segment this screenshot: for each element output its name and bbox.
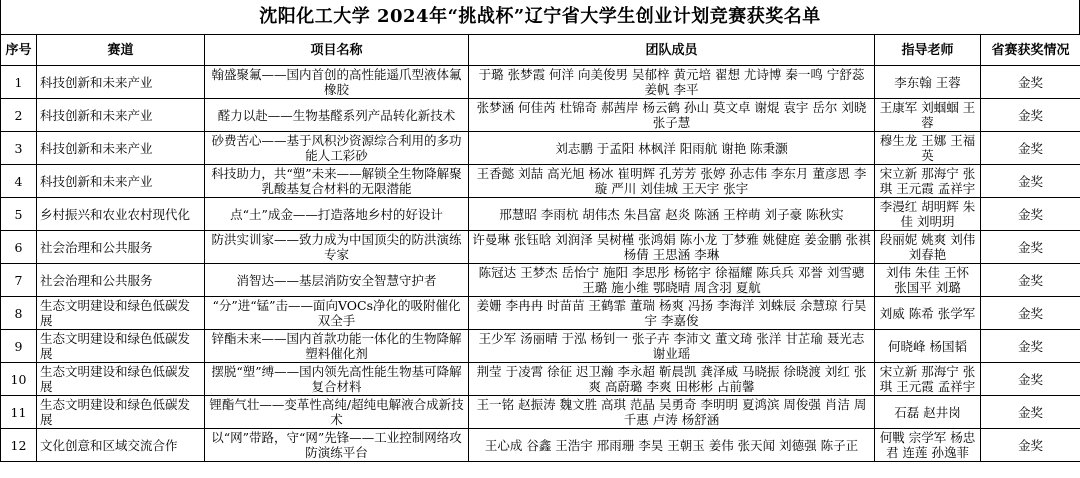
award-cell-text: 金奖 (1017, 404, 1043, 420)
track-cell (37, 264, 205, 297)
track-cell-text: 科技创新和未来产业 (40, 74, 153, 90)
award-cell (981, 165, 1080, 198)
project-name-cell (205, 165, 469, 198)
track-cell (37, 429, 205, 462)
header-no: 序号 (1, 35, 37, 66)
team-members-cell-text: 王一铭 赵振涛 魏文胜 高琪 范晶 吴勇奇 李明明 夏鸿滨 周俊强 肖洁 周千惠 卢涛 杨舒涵 (476, 397, 867, 427)
row-number-text: 12 (10, 437, 27, 453)
team-members-cell (469, 198, 875, 231)
team-members-cell (469, 429, 875, 462)
table-row (1, 66, 1080, 99)
track-cell (37, 132, 205, 165)
advisor-cell (875, 363, 981, 396)
team-members-cell-text: 许曼琳 张钰晗 刘润泽 吴树槿 张鸿娟 陈小龙 丁梦雅 姚健庭 姜金鹏 张祺 杨倩 王思涵 李琳 (472, 232, 871, 262)
advisor-cell (875, 165, 981, 198)
advisor-cell (875, 297, 981, 330)
advisor-cell (875, 198, 981, 231)
header-advisor: 指导老师 (875, 35, 981, 66)
award-cell-text: 金奖 (1017, 206, 1043, 222)
advisor-cell-text: 何戰 宗学军 杨忠君 连莲 孙逸菲 (879, 430, 976, 460)
row-number (1, 99, 37, 132)
advisor-cell (875, 99, 981, 132)
track-cell-text: 科技创新和未来产业 (40, 107, 153, 123)
award-cell (981, 99, 1080, 132)
advisor-cell-text: 刘伟 朱佳 王怀 张国平 刘璐 (886, 265, 969, 295)
team-members-cell-text: 于璐 张梦霞 何洋 向美俊男 吴郁梓 黄元培 翟想 尤诗博 秦一鸣 宁舒蕊 姜帆 李平 (478, 67, 865, 97)
project-name-cell-text: 锌酯未来——国内首款功能一体化的生物降解塑料催化剂 (211, 331, 462, 361)
award-cell-text: 金奖 (1017, 437, 1043, 453)
team-members-cell-text: 姜姗 李冉冉 时苗苗 王鹤霏 董瑞 杨爽 冯扬 李海洋 刘蛛辰 余慧琼 行昊宇 李嘉俊 (476, 298, 867, 328)
table-row (1, 330, 1080, 363)
project-name-cell-text: 砂费苦心——基于风积沙资源综合利用的多功能人工彩砂 (211, 133, 462, 163)
team-members-cell (469, 99, 875, 132)
advisor-cell-text: 李漫红 胡明辉 朱佳 刘明玥 (879, 199, 976, 229)
table-row (1, 396, 1080, 429)
award-cell-text: 金奖 (1017, 272, 1043, 288)
project-name-cell-text: “分”进“锰”击——面向VOCs净化的吸附催化双全手 (212, 298, 461, 328)
award-cell-text: 金奖 (1017, 140, 1043, 156)
table-row (1, 429, 1080, 462)
award-cell (981, 132, 1080, 165)
track-cell-text: 生态文明建设和绿色低碳发展 (40, 298, 191, 328)
track-cell (37, 198, 205, 231)
project-name-cell-text: 醛力以赴——生物基醛系列产品转化新技术 (217, 107, 456, 123)
advisor-cell (875, 66, 981, 99)
award-cell-text: 金奖 (1017, 371, 1043, 387)
team-members-cell (469, 66, 875, 99)
team-members-cell (469, 264, 875, 297)
table-row (1, 363, 1080, 396)
advisor-cell-text: 何晓峰 杨国韬 (888, 338, 967, 354)
row-number-text: 1 (14, 74, 23, 90)
team-members-cell-text: 王香懿 刘喆 高光旭 杨冰 崔明辉 孔芳芳 张婷 孙志伟 李东月 董彦恩 李璇 严川 刘佳城 王天宇 张宇 (476, 166, 867, 196)
table-header-row (1, 35, 1080, 66)
track-cell-text: 科技创新和未来产业 (40, 140, 153, 156)
track-cell-text: 生态文明建设和绿色低碳发展 (40, 331, 191, 361)
team-members-cell-text: 陈冠达 王梦杰 岳怡宁 施阳 李思彤 杨铭宇 徐福耀 陈兵兵 邓誉 刘雪骢 王璐 施小维 鄂晓晴 周含羽 夏航 (478, 265, 865, 295)
team-members-cell (469, 396, 875, 429)
project-name-cell-text: 消智达——基层消防安全智慧守护者 (236, 272, 437, 288)
award-cell (981, 198, 1080, 231)
row-number (1, 132, 37, 165)
award-cell (981, 396, 1080, 429)
advisor-cell-text: 穆生龙 王娜 王福英 (879, 133, 976, 163)
table-row (1, 198, 1080, 231)
header-project: 项目名称 (205, 35, 469, 66)
team-members-cell-text: 刘志鹏 于孟阳 林枫洋 阳雨航 谢艳 陈秉灏 (555, 140, 788, 156)
project-name-cell (205, 330, 469, 363)
project-name-cell (205, 231, 469, 264)
track-cell-text: 生态文明建设和绿色低碳发展 (40, 397, 191, 427)
row-number-text: 9 (14, 338, 23, 354)
team-members-cell-text: 王心成 谷鑫 王浩宇 邢雨珊 李昊 王朝玉 姜伟 张天闻 刘德强 陈子正 (484, 437, 859, 453)
track-cell-text: 社会治理和公共服务 (40, 239, 153, 255)
row-number (1, 66, 37, 99)
project-name-cell-text: 锂酯气壮——变革性高纯/超纯电解液合成新技术 (209, 397, 464, 427)
table-row (1, 99, 1080, 132)
row-number (1, 231, 37, 264)
project-name-cell (205, 198, 469, 231)
row-number (1, 396, 37, 429)
track-cell (37, 165, 205, 198)
project-name-cell-text: 科技助力，共“塑”未来——解锁全生物降解聚乳酸基复合材料的无限潜能 (211, 166, 462, 196)
advisor-cell-text: 石磊 赵井岗 (894, 404, 961, 420)
award-cell-text: 金奖 (1017, 239, 1043, 255)
project-name-cell (205, 264, 469, 297)
award-cell-text: 金奖 (1017, 107, 1043, 123)
award-cell (981, 363, 1080, 396)
row-number-text: 2 (14, 107, 23, 123)
table-row (1, 297, 1080, 330)
advisor-cell (875, 429, 981, 462)
team-members-cell-text: 荆莹 于凌霄 徐征 迟卫瀚 李永超 靳晨凯 龚泽威 马晓振 徐晓渡 刘红 张爽 高蔚璐 李爽 田彬彬 占前馨 (476, 364, 867, 394)
row-number-text: 3 (14, 140, 23, 156)
track-cell-text: 社会治理和公共服务 (40, 272, 153, 288)
team-members-cell (469, 297, 875, 330)
track-cell (37, 330, 205, 363)
track-cell (37, 363, 205, 396)
project-name-cell (205, 363, 469, 396)
track-cell-text: 科技创新和未来产业 (40, 173, 153, 189)
header-award: 省赛获奖情况 (981, 35, 1080, 66)
award-cell-text: 金奖 (1017, 338, 1043, 354)
award-cell-text: 金奖 (1017, 173, 1043, 189)
table-row (1, 132, 1080, 165)
award-cell-text: 金奖 (1017, 74, 1043, 90)
award-cell (981, 264, 1080, 297)
advisor-cell-text: 刘威 陈希 张学军 (879, 305, 976, 321)
row-number (1, 429, 37, 462)
track-cell (37, 99, 205, 132)
row-number-text: 11 (10, 404, 27, 420)
project-name-cell-text: 点“土”成金——打造落地乡村的好设计 (230, 206, 443, 222)
project-name-cell-text: 以“网”带路，守“网”先锋——工业控制网络攻防演练平台 (211, 430, 462, 460)
row-number (1, 363, 37, 396)
award-cell (981, 297, 1080, 330)
row-number (1, 165, 37, 198)
advisor-cell-text: 宋立新 那海宁 张琪 王元霞 孟祥宇 (879, 166, 976, 196)
table-row (1, 231, 1080, 264)
team-members-cell (469, 132, 875, 165)
team-members-cell-text: 王少军 汤丽晴 于泓 杨钊一 张子卉 李沛文 董文琦 张洋 甘芷瑜 聂光志 谢业瑶 (478, 331, 865, 361)
row-number-text: 6 (14, 239, 23, 255)
award-cell (981, 330, 1080, 363)
advisor-cell (875, 330, 981, 363)
team-members-cell (469, 165, 875, 198)
award-table (0, 34, 1080, 462)
project-name-cell (205, 66, 469, 99)
award-cell (981, 66, 1080, 99)
track-cell (37, 396, 205, 429)
row-number (1, 330, 37, 363)
track-cell-text: 乡村振兴和农业农村现代化 (40, 206, 191, 222)
project-name-cell-text: 摆脱“塑”缚——国内领先高性能生物基可降解复合材料 (211, 364, 462, 394)
row-number-text: 7 (14, 272, 23, 288)
project-name-cell (205, 99, 469, 132)
track-cell (37, 297, 205, 330)
project-name-cell-text: 翰盛聚氟——国内首创的高性能遥爪型液体氟橡胶 (211, 67, 462, 97)
row-number-text: 10 (10, 371, 27, 387)
row-number-text: 4 (14, 173, 23, 189)
table-row (1, 165, 1080, 198)
track-cell (37, 231, 205, 264)
team-members-cell (469, 330, 875, 363)
advisor-cell (875, 396, 981, 429)
track-cell-text: 生态文明建设和绿色低碳发展 (40, 364, 191, 394)
track-cell-text: 文化创意和区域交流合作 (40, 437, 178, 453)
advisor-cell (875, 264, 981, 297)
award-cell-text: 金奖 (1017, 305, 1043, 321)
page-title: 沈阳化工大学 2024年“挑战杯”辽宁省大学生创业计划竞赛获奖名单 (0, 0, 1080, 34)
project-name-cell-text: 防洪实训家——致力成为中国顶尖的防洪演练专家 (211, 232, 462, 262)
row-number (1, 198, 37, 231)
award-cell (981, 231, 1080, 264)
project-name-cell (205, 132, 469, 165)
award-cell (981, 429, 1080, 462)
team-members-cell (469, 363, 875, 396)
advisor-cell (875, 132, 981, 165)
header-team: 团队成员 (469, 35, 875, 66)
advisor-cell (875, 231, 981, 264)
team-members-cell (469, 231, 875, 264)
row-number (1, 264, 37, 297)
table-row (1, 264, 1080, 297)
project-name-cell (205, 297, 469, 330)
advisor-cell-text: 段丽妮 姚爽 刘伟 刘春艳 (879, 232, 976, 262)
header-track: 赛道 (37, 35, 205, 66)
team-members-cell-text: 张梦涵 何佳芮 杜锦奇 郝茜岸 杨云鹤 孙山 莫文卓 谢焜 袁宇 岳尔 刘晓 张子慧 (476, 100, 867, 130)
advisor-cell-text: 王康军 刘蝈蝈 王蓉 (879, 100, 976, 130)
advisor-cell-text: 宋立新 那海宁 张琪 王元霞 孟祥宇 (879, 364, 976, 394)
advisor-cell-text: 李东翰 王蓉 (894, 74, 961, 90)
project-name-cell (205, 429, 469, 462)
row-number-text: 5 (14, 206, 23, 222)
row-number (1, 297, 37, 330)
team-members-cell-text: 邢慧昭 李雨杭 胡伟杰 朱昌富 赵炎 陈涵 王梓萌 刘子豪 陈秋实 (499, 206, 844, 222)
track-cell (37, 66, 205, 99)
project-name-cell (205, 396, 469, 429)
row-number-text: 8 (14, 305, 23, 321)
